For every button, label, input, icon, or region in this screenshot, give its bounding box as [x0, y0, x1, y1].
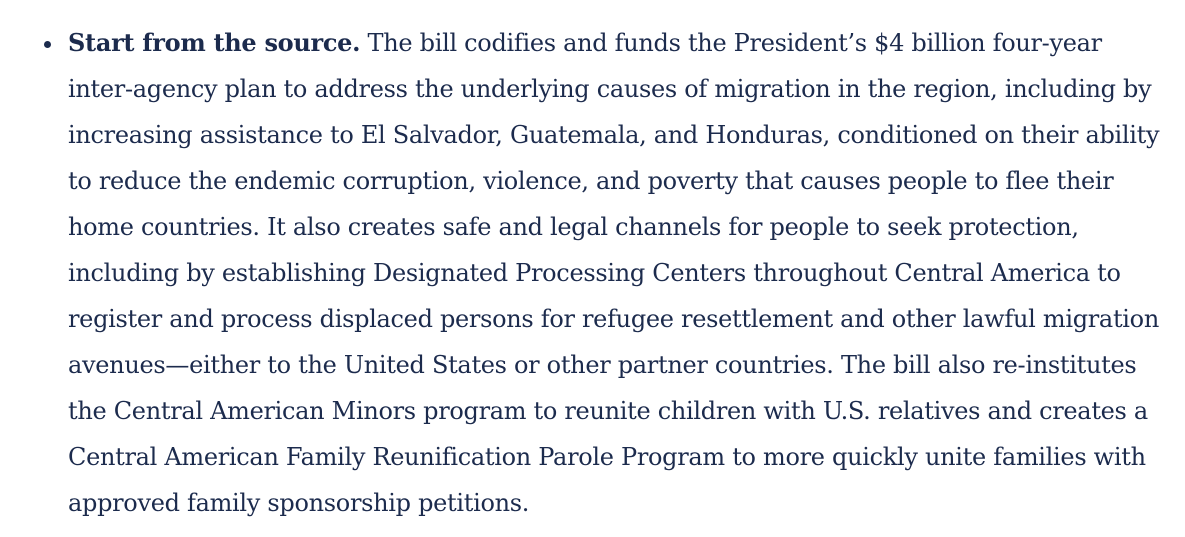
bullet-body-text: The bill codifies and funds the President’s $4 billion four-year inter-agency plan to address the underlying causes of migration in the region, including by increasing assistance to El Salvador, Guatemala, and Honduras, conditioned on their ability to reduce the endemic corruption, violence, and poverty that causes people to flee their home countries. It also creates safe and legal channels for people to seek protection, including by establishing Designated Processing Centers throughout Central America to register and process displaced persons for refugee resettlement and other lawful migration avenues—either to the United States or other partner countries. The bill also re-institutes the Central American Minors program to reunite children with U.S. relatives and creates a Central American Family Reunification Parole Program to more quickly unite families with approved family sponsorship petitions.: [68, 29, 1160, 517]
bullet-icon: [44, 41, 51, 48]
bullet-lead-text: Start from the source.: [68, 28, 361, 57]
